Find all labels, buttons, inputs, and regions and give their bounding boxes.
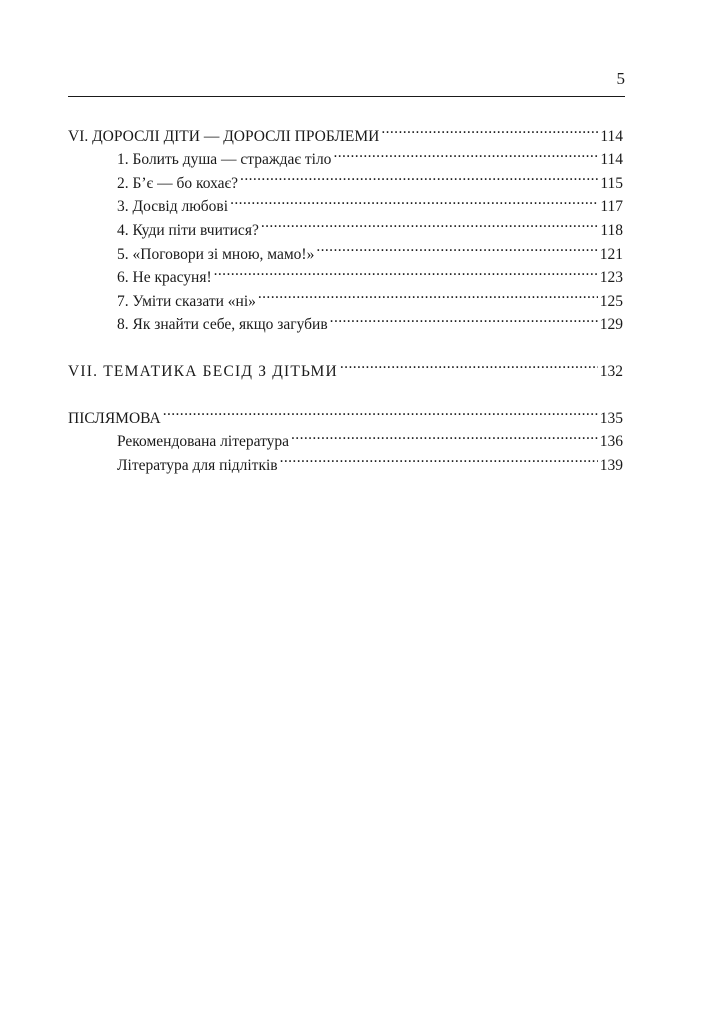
header-rule (68, 96, 625, 97)
toc-entry-page: 135 (599, 409, 623, 427)
toc-leader-dots (261, 211, 598, 235)
toc-section-7 (68, 352, 623, 380)
toc-entry-title: 7. Уміти сказати «ні» (117, 292, 256, 310)
toc-leader-dots (333, 141, 598, 165)
toc-entry-title: ПІСЛЯМОВА (68, 409, 161, 427)
toc-entry-page: 139 (599, 456, 623, 474)
toc-section-afterword (68, 399, 623, 427)
toc-leader-dots (316, 235, 597, 259)
toc-entry-page: 123 (599, 269, 623, 287)
toc-entry-title: Література для підлітків (117, 456, 278, 474)
toc-leader-dots (340, 352, 598, 376)
toc-entry-title: 8. Як знайти себе, якщо загубив (117, 316, 328, 334)
toc-entry-title: VI. ДОРОСЛІ ДІТИ — ДОРОСЛІ ПРОБЛЕМИ (68, 127, 380, 145)
toc-entry-page: 117 (600, 198, 623, 216)
toc-section-6 (68, 117, 623, 145)
toc-entry-page: 114 (600, 127, 623, 145)
toc-entry-page: 114 (600, 151, 623, 169)
toc-entry-page: 115 (600, 174, 623, 192)
toc-entry-page: 136 (599, 433, 623, 451)
toc-entry-page: 132 (599, 362, 623, 380)
toc-leader-dots (258, 282, 598, 306)
toc-leader-dots (214, 259, 598, 283)
toc-leader-dots (280, 446, 598, 470)
toc-entry-title: 2. Б’є — бо кохає? (117, 174, 239, 192)
table-of-contents (68, 117, 623, 474)
toc-leader-dots (163, 399, 598, 423)
toc-leader-dots (291, 423, 598, 447)
toc-entry-title: VII. ТЕМАТИКА БЕСІД З ДІТЬМИ (68, 362, 338, 380)
toc-entry-page: 125 (599, 292, 623, 310)
toc-entry-title: 6. Не красуня! (117, 269, 212, 287)
toc-entry-title: 3. Досвід любові (117, 198, 229, 216)
toc-leader-dots (230, 188, 598, 212)
toc-entry-page: 129 (599, 316, 623, 334)
toc-entry-page: 118 (600, 221, 623, 239)
toc-entry-title: Рекомендована література (117, 433, 290, 451)
toc-entry-page: 121 (599, 245, 623, 263)
toc-entry-title: 5. «Поговори зі мною, мамо!» (117, 245, 315, 263)
toc-leader-dots (240, 164, 598, 188)
toc-leader-dots (381, 117, 598, 141)
page-number: 5 (616, 69, 625, 88)
toc-entry-title: 4. Куди піти вчитися? (117, 221, 259, 239)
toc-entry-title: 1. Болить душа — страждає тіло (117, 151, 332, 169)
toc-leader-dots (330, 306, 598, 330)
